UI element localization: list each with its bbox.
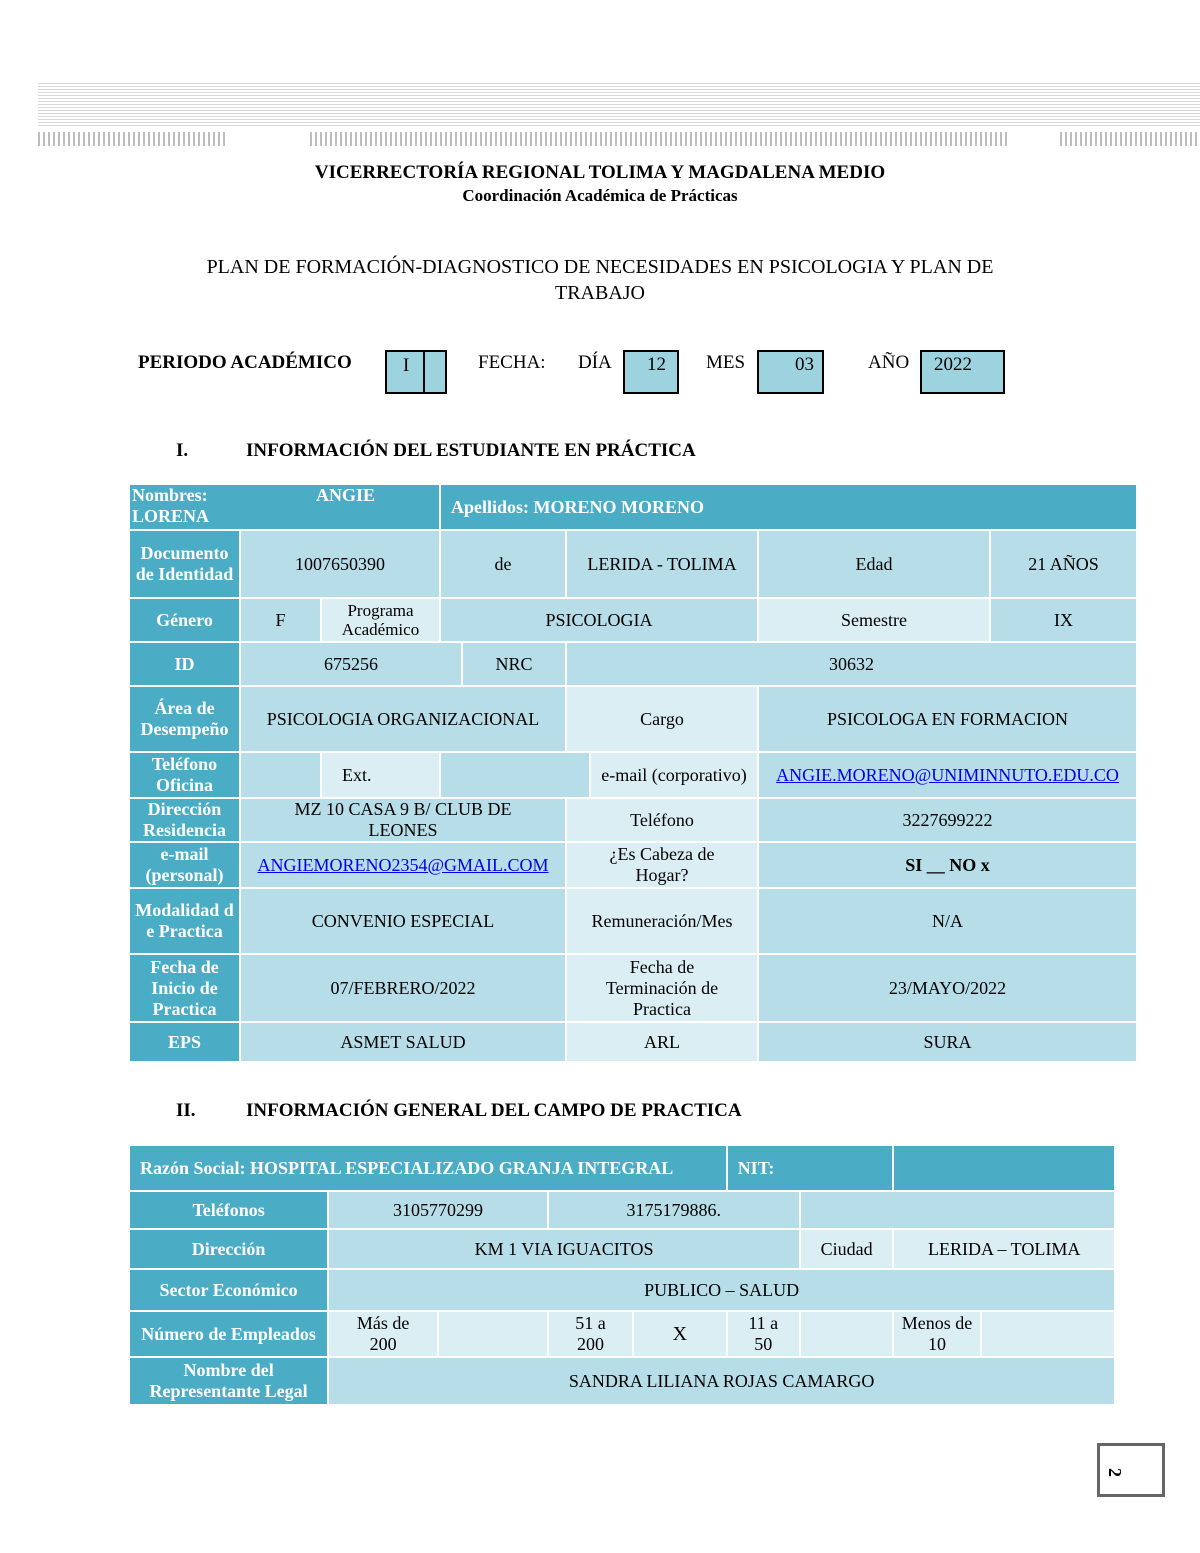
- cargo-label: Cargo: [567, 687, 757, 751]
- ciudad-label: Ciudad: [801, 1230, 893, 1268]
- nit-value[interactable]: [894, 1146, 1114, 1190]
- semestre-label: Semestre: [759, 599, 989, 641]
- direccion-value: MZ 10 CASA 9 B/ CLUB DE LEONES: [241, 799, 565, 841]
- direccion-label: Dirección Residencia: [130, 799, 239, 841]
- area-label: Área de Desempeño: [130, 687, 239, 751]
- menos-10-label: Menos de 10: [894, 1312, 979, 1356]
- sector-value: PUBLICO – SALUD: [329, 1270, 1114, 1310]
- eps-label: EPS: [130, 1023, 239, 1061]
- email-pers-link[interactable]: ANGIEMORENO2354@GMAIL.COM: [257, 854, 549, 875]
- periodo-field[interactable]: [385, 350, 447, 394]
- ext-value[interactable]: [441, 753, 589, 797]
- sector-label: Sector Económico: [130, 1270, 327, 1310]
- mes-label: MES: [706, 352, 746, 373]
- cabeza-label: ¿Es Cabeza de Hogar?: [567, 843, 757, 887]
- vicerrectoria-heading: VICERRECTORÍA REGIONAL TOLIMA Y MAGDALENA MEDIO: [314, 162, 886, 183]
- mas-200-box[interactable]: [439, 1312, 547, 1356]
- termino-label: Fecha de Terminación de Practica: [567, 955, 757, 1021]
- student-info-table: [128, 483, 1138, 1063]
- periodo-label: PERIODO ACADÉMICO: [138, 352, 352, 373]
- table-row: [130, 799, 1136, 841]
- telefono-label: Teléfono: [567, 799, 757, 841]
- arl-label: ARL: [567, 1023, 757, 1061]
- table-row: [130, 1312, 1114, 1356]
- razon-social-cell: Razón Social: HOSPITAL ESPECIALIZADO GRANJA INTEGRAL: [130, 1146, 726, 1190]
- section1-number: I.: [176, 440, 189, 461]
- nrc-label: NRC: [463, 643, 565, 685]
- table-row: [130, 1146, 1114, 1190]
- table-row: [130, 843, 1136, 887]
- cargo-value: PSICOLOGA EN FORMACION: [759, 687, 1136, 751]
- empleados-label: Número de Empleados: [130, 1312, 327, 1356]
- telefono-3[interactable]: [801, 1192, 1114, 1228]
- table-row: [130, 485, 1136, 529]
- email-pers-label: e-mail (personal): [130, 843, 239, 887]
- lugar-value: LERIDA - TOLIMA: [567, 531, 757, 597]
- nrc-value: 30632: [567, 643, 1136, 685]
- arl-value: SURA: [759, 1023, 1136, 1061]
- email-pers-cell: [241, 843, 565, 887]
- section1-title: INFORMACIÓN DEL ESTUDIANTE EN PRÁCTICA: [246, 440, 696, 461]
- telefonos-label: Teléfonos: [130, 1192, 327, 1228]
- programa-label: Programa Académico: [322, 599, 439, 641]
- anio-label: AÑO: [868, 352, 910, 373]
- periodo-value: I: [403, 355, 410, 376]
- modalidad-value: CONVENIO ESPECIAL: [241, 889, 565, 953]
- letterhead-sub-center: [310, 132, 1010, 146]
- programa-value: PSICOLOGIA: [441, 599, 757, 641]
- telefono-value: 3227699222: [759, 799, 1136, 841]
- campo-info-table: [128, 1144, 1116, 1406]
- telefono-2: 3175179886.: [549, 1192, 799, 1228]
- section2-number: II.: [176, 1100, 196, 1121]
- 51-200-label: 51 a 200: [549, 1312, 632, 1356]
- remuneracion-value: N/A: [759, 889, 1136, 953]
- id-label: ID: [130, 643, 239, 685]
- cabeza-value: SI __ NO x: [759, 843, 1136, 887]
- 11-50-box[interactable]: [801, 1312, 893, 1356]
- nombres-line2: LORENA: [132, 506, 210, 526]
- termino-value: 23/MAYO/2022: [759, 955, 1136, 1021]
- 51-200-box[interactable]: X: [634, 1312, 726, 1356]
- semestre-value: IX: [991, 599, 1136, 641]
- id-value: 675256: [241, 643, 461, 685]
- inicio-label: Fecha de Inicio de Practica: [130, 955, 239, 1021]
- table-row: [130, 1270, 1114, 1310]
- representante-label: Nombre del Representante Legal: [130, 1358, 327, 1404]
- nombres-cell: [130, 485, 439, 529]
- genero-label: Género: [130, 599, 239, 641]
- apellidos-cell: Apellidos: MORENO MORENO: [441, 485, 1136, 529]
- telefono-1: 3105770299: [329, 1192, 547, 1228]
- ciudad-value: LERIDA – TOLIMA: [894, 1230, 1114, 1268]
- table-row: [130, 1358, 1114, 1404]
- de-label: de: [441, 531, 565, 597]
- table-row: [130, 1023, 1136, 1061]
- anio-field[interactable]: 2022: [920, 350, 1005, 394]
- tel-oficina-label: Teléfono Oficina: [130, 753, 239, 797]
- letterhead-banner: [38, 82, 1200, 126]
- table-row: [130, 599, 1136, 641]
- email-corp-link[interactable]: ANGIE.MORENO@UNIMINNUTO.EDU.CO: [776, 764, 1119, 785]
- eps-value: ASMET SALUD: [241, 1023, 565, 1061]
- mes-field[interactable]: 03: [757, 350, 824, 394]
- email-corp-label: e-mail (corporativo): [591, 753, 757, 797]
- nit-label: NIT:: [728, 1146, 893, 1190]
- table-row: [130, 1192, 1114, 1228]
- table-row: [130, 753, 1136, 797]
- inicio-value: 07/FEBRERO/2022: [241, 955, 565, 1021]
- area-value: PSICOLOGIA ORGANIZACIONAL: [241, 687, 565, 751]
- documento-value: 1007650390: [241, 531, 439, 597]
- genero-value: F: [241, 599, 320, 641]
- table-row: [130, 889, 1136, 953]
- edad-value: 21 AÑOS: [991, 531, 1136, 597]
- menos-10-box[interactable]: [982, 1312, 1114, 1356]
- modalidad-label: Modalidad de Practica: [130, 889, 239, 953]
- table-row: [130, 643, 1136, 685]
- edad-label: Edad: [759, 531, 989, 597]
- page-number: 2: [1105, 1468, 1125, 1477]
- table-row: [130, 531, 1136, 597]
- letterhead-sub-left: [38, 132, 228, 146]
- representante-value: SANDRA LILIANA ROJAS CAMARGO: [329, 1358, 1114, 1404]
- nombres-value: ANGIE: [316, 485, 376, 505]
- remuneracion-label: Remuneración/Mes: [567, 889, 757, 953]
- campo-direccion-value: KM 1 VIA IGUACITOS: [329, 1230, 799, 1268]
- table-row: [130, 955, 1136, 1021]
- dia-field[interactable]: 12: [623, 350, 679, 394]
- table-row: [130, 687, 1136, 751]
- coordinacion-heading: Coordinación Académica de Prácticas: [462, 186, 738, 205]
- mas-200-label: Más de 200: [329, 1312, 437, 1356]
- table-row: [130, 1230, 1114, 1268]
- fecha-label: FECHA:: [478, 352, 546, 373]
- dia-label: DÍA: [578, 352, 612, 373]
- nombres-label: Nombres:: [132, 485, 208, 505]
- tel-oficina-value[interactable]: [241, 753, 320, 797]
- letterhead-sub-right: [1060, 132, 1200, 146]
- section2-title: INFORMACIÓN GENERAL DEL CAMPO DE PRACTICA: [246, 1100, 742, 1121]
- plan-title: PLAN DE FORMACIÓN-DIAGNOSTICO DE NECESIDADES EN PSICOLOGIA Y PLAN DE TRABAJO: [206, 256, 994, 304]
- campo-direccion-label: Dirección: [130, 1230, 327, 1268]
- ext-label: Ext.: [322, 753, 439, 797]
- periodo-divider: [423, 352, 425, 392]
- email-corp-cell: [759, 753, 1136, 797]
- documento-label: Documento de Identidad: [130, 531, 239, 597]
- 11-50-label: 11 a 50: [728, 1312, 799, 1356]
